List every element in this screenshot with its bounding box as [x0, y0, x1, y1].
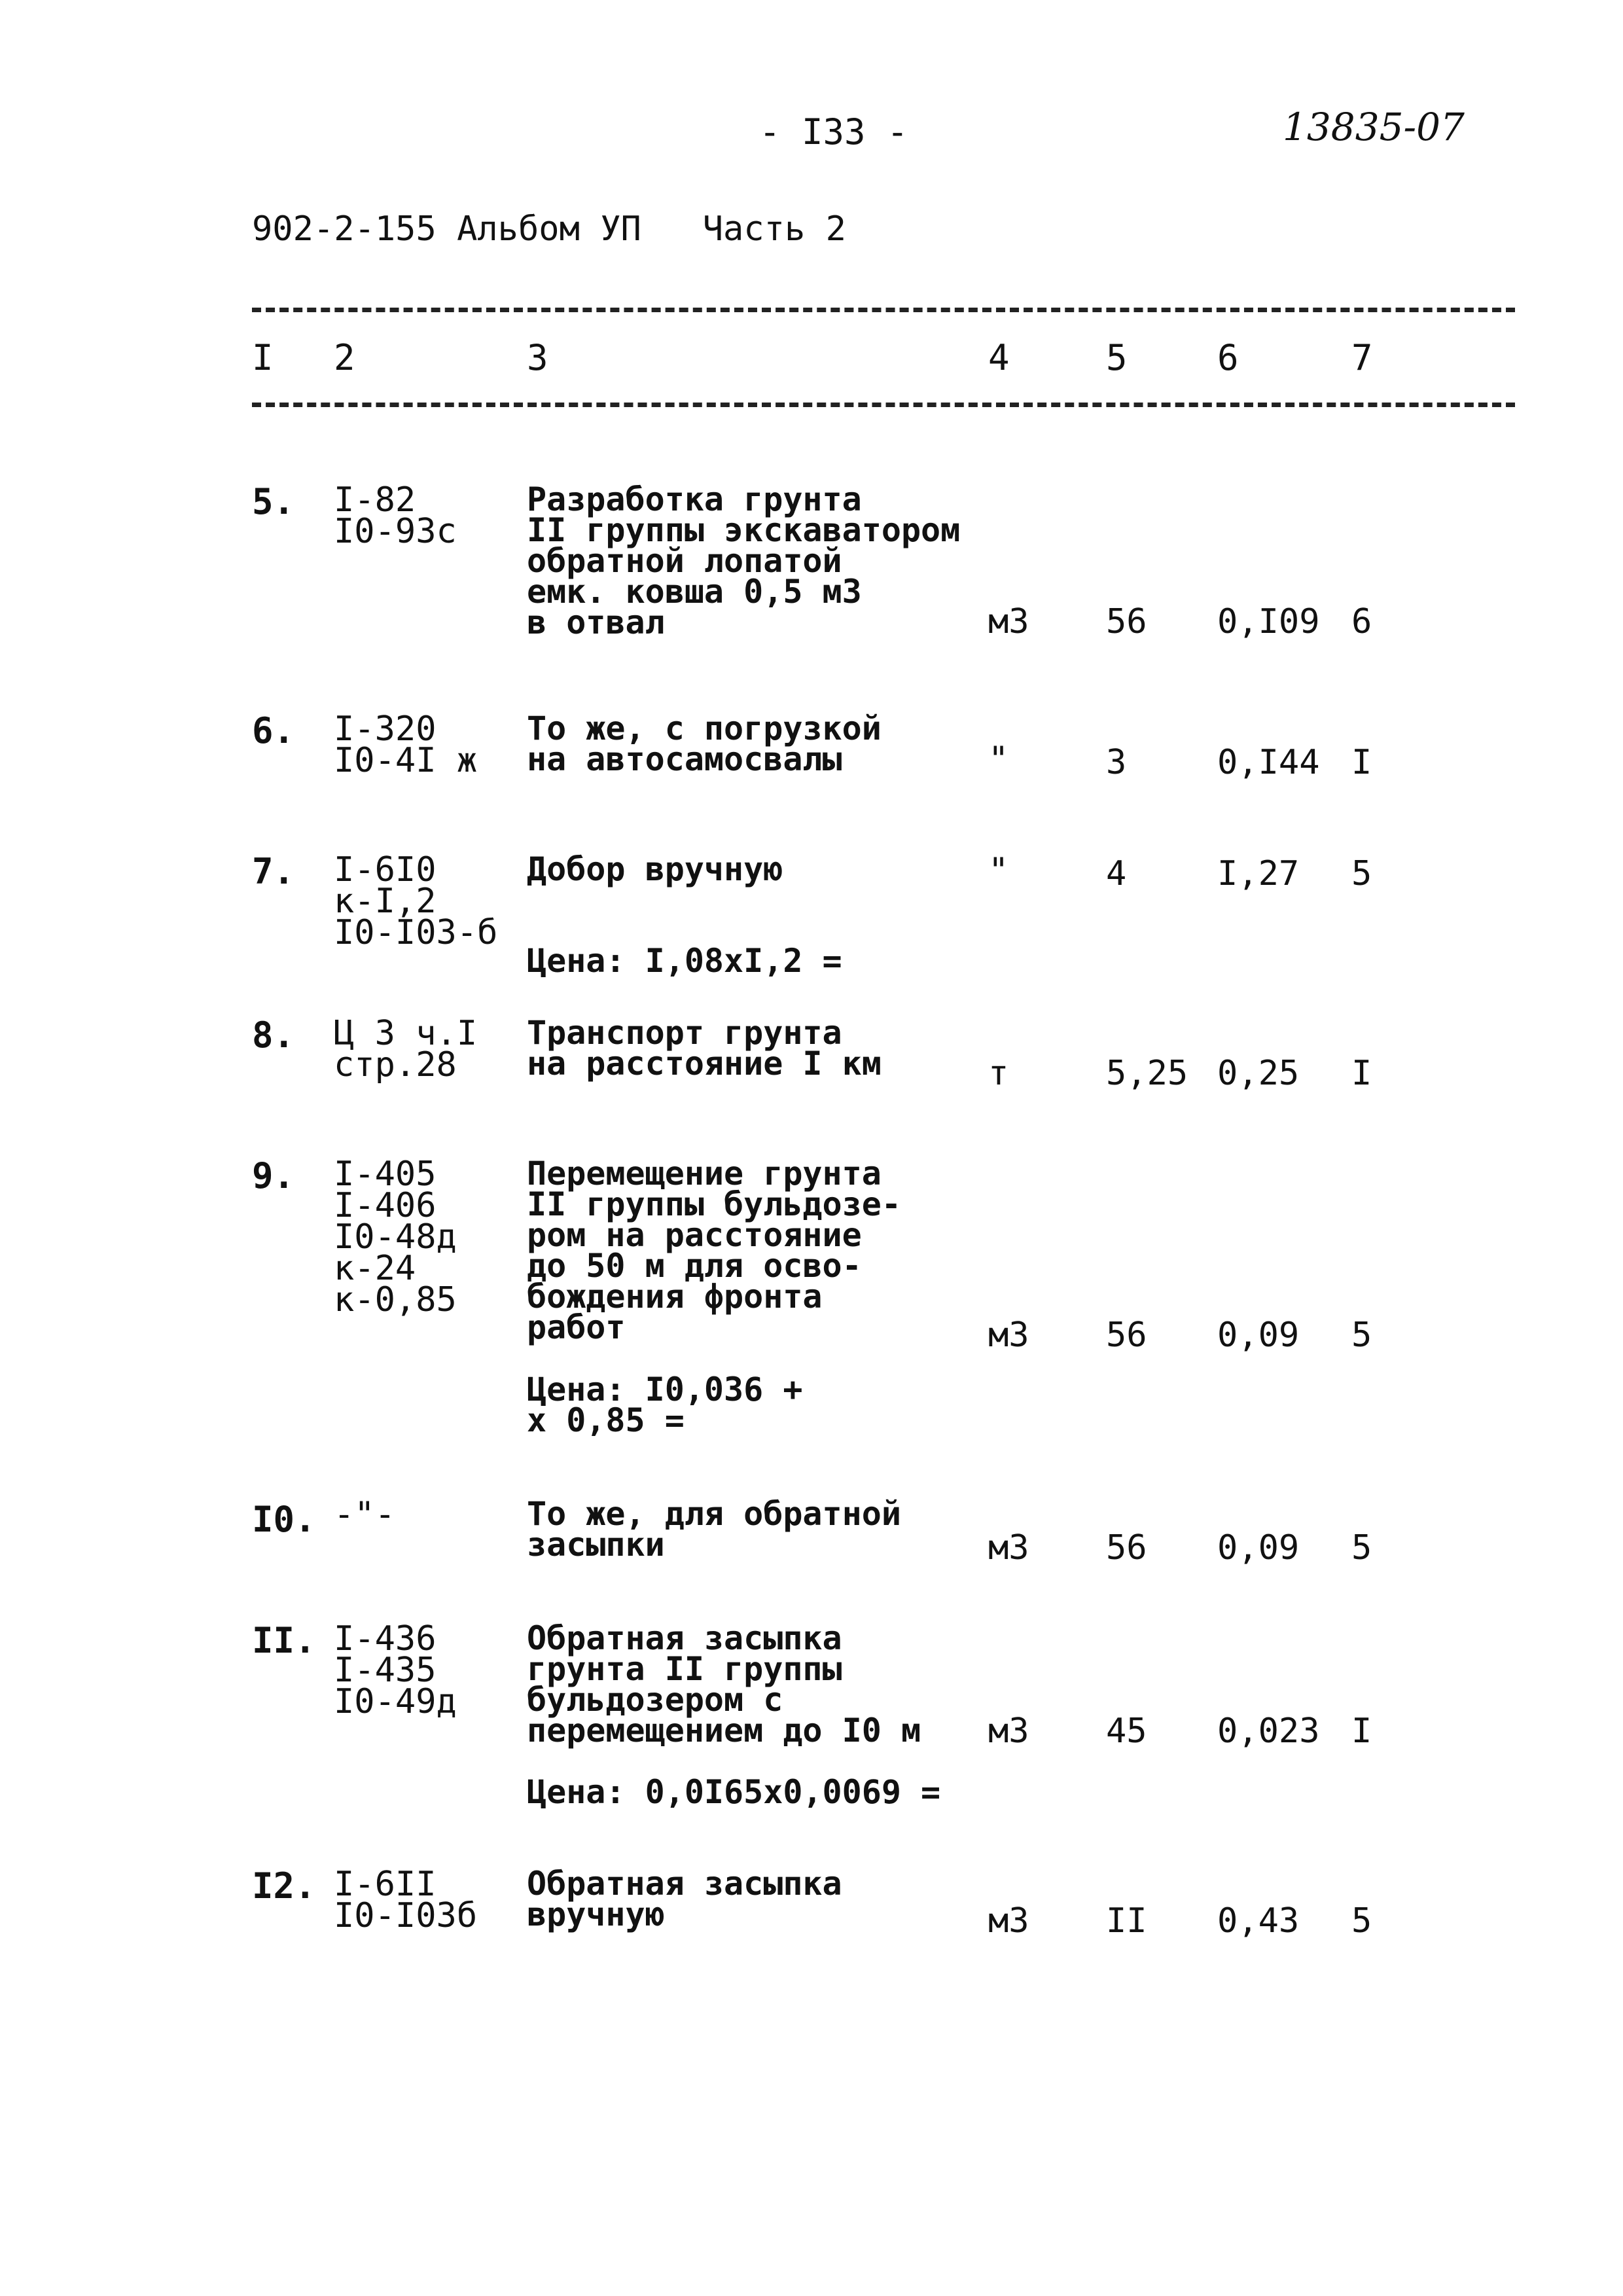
row-reference: I-82 I0-93c — [334, 480, 457, 551]
column-header-2: 2 — [334, 337, 355, 378]
column-header-3: 3 — [527, 337, 548, 378]
row-unit: т — [988, 1054, 1009, 1093]
row-number: 8. — [252, 1014, 295, 1056]
project-title: 902-2-155 Альбом УП Часть 2 — [252, 209, 846, 249]
row-unit: м3 — [988, 1528, 1029, 1568]
row-description: Перемещение грунта II группы бульдозе- ром на расстояние до 50 м для осво- бождения фронта работ — [527, 1155, 901, 1346]
row-reference: -"- — [334, 1495, 395, 1534]
row-number: 7. — [252, 851, 295, 892]
row-unit: м3 — [988, 602, 1029, 641]
row-quantity: 56 — [1106, 602, 1147, 641]
row-price: 0,I44 — [1217, 743, 1320, 782]
column-header-5: 5 — [1106, 337, 1128, 378]
column-header-6: 6 — [1217, 337, 1239, 378]
row-number: 6. — [252, 710, 295, 751]
row-price: I,27 — [1217, 854, 1300, 893]
row-category: 5 — [1351, 1901, 1372, 1941]
row-quantity: 5,25 — [1106, 1054, 1188, 1093]
row-category: I — [1351, 1054, 1372, 1093]
row-number: I2. — [252, 1865, 316, 1907]
table-top-rule — [252, 308, 1515, 312]
row-unit: м3 — [988, 1712, 1029, 1751]
row-category: I — [1351, 743, 1372, 782]
row-description: Обратная засыпка грунта II группы бульдозером с перемещением до I0 м — [527, 1619, 921, 1749]
row-category: 5 — [1351, 854, 1372, 893]
row-price: 0,43 — [1217, 1901, 1300, 1941]
row-quantity: 4 — [1106, 854, 1127, 893]
row-quantity: 3 — [1106, 743, 1127, 782]
row-description: То же, для обратной засыпки — [527, 1495, 901, 1564]
row-unit: " — [988, 851, 1009, 890]
row-price-note: Цена: 0,0I65x0,0069 = — [527, 1773, 941, 1811]
row-description: Обратная засыпка вручную — [527, 1865, 842, 1933]
row-category: 5 — [1351, 1528, 1372, 1568]
row-price-note: Цена: I0,036 + x 0,85 = — [527, 1371, 803, 1439]
row-quantity: II — [1106, 1901, 1147, 1941]
row-number: 9. — [252, 1155, 295, 1196]
row-price: 0,09 — [1217, 1316, 1300, 1355]
row-reference: I-320 I0-4I ж — [334, 709, 478, 780]
row-quantity: 45 — [1106, 1712, 1147, 1751]
column-header-1: I — [252, 337, 274, 378]
column-header-4: 4 — [988, 337, 1010, 378]
column-header-7: 7 — [1351, 337, 1373, 378]
row-description: Добор вручную — [527, 850, 783, 888]
row-category: I — [1351, 1712, 1372, 1751]
row-unit: " — [988, 740, 1009, 779]
row-description: То же, с погрузкой на автосамосвалы — [527, 709, 882, 778]
row-reference: Ц 3 ч.I стр.28 — [334, 1014, 478, 1085]
row-description: Транспорт грунта на расстояние I км — [527, 1014, 882, 1083]
row-unit: м3 — [988, 1316, 1029, 1355]
table-header-rule — [252, 403, 1515, 407]
row-number: II. — [252, 1620, 316, 1661]
row-price: 0,I09 — [1217, 602, 1320, 641]
row-reference: I-6II I0-I03б — [334, 1865, 478, 1935]
row-number: I0. — [252, 1499, 316, 1540]
row-reference: I-436 I-435 I0-49д — [334, 1619, 457, 1721]
row-unit: м3 — [988, 1901, 1029, 1941]
row-number: 5. — [252, 481, 295, 522]
row-price: 0,023 — [1217, 1712, 1320, 1751]
row-reference: I-6I0 к-I,2 I0-I03-б — [334, 850, 498, 952]
row-category: 6 — [1351, 602, 1372, 641]
row-reference: I-405 I-406 I0-48д к-24 к-0,85 — [334, 1155, 457, 1319]
row-quantity: 56 — [1106, 1528, 1147, 1568]
row-description: Разработка грунта II группы экскаватором обратной лопатой емк. ковша 0,5 м3 в отвал — [527, 480, 961, 641]
row-category: 5 — [1351, 1316, 1372, 1355]
row-quantity: 56 — [1106, 1316, 1147, 1355]
page-number: - I33 - — [759, 111, 908, 152]
row-price: 0,25 — [1217, 1054, 1300, 1093]
row-price: 0,09 — [1217, 1528, 1300, 1568]
row-price-note: Цена: I,08xI,2 = — [527, 942, 842, 980]
document-code: 13835-07 — [1283, 105, 1465, 149]
